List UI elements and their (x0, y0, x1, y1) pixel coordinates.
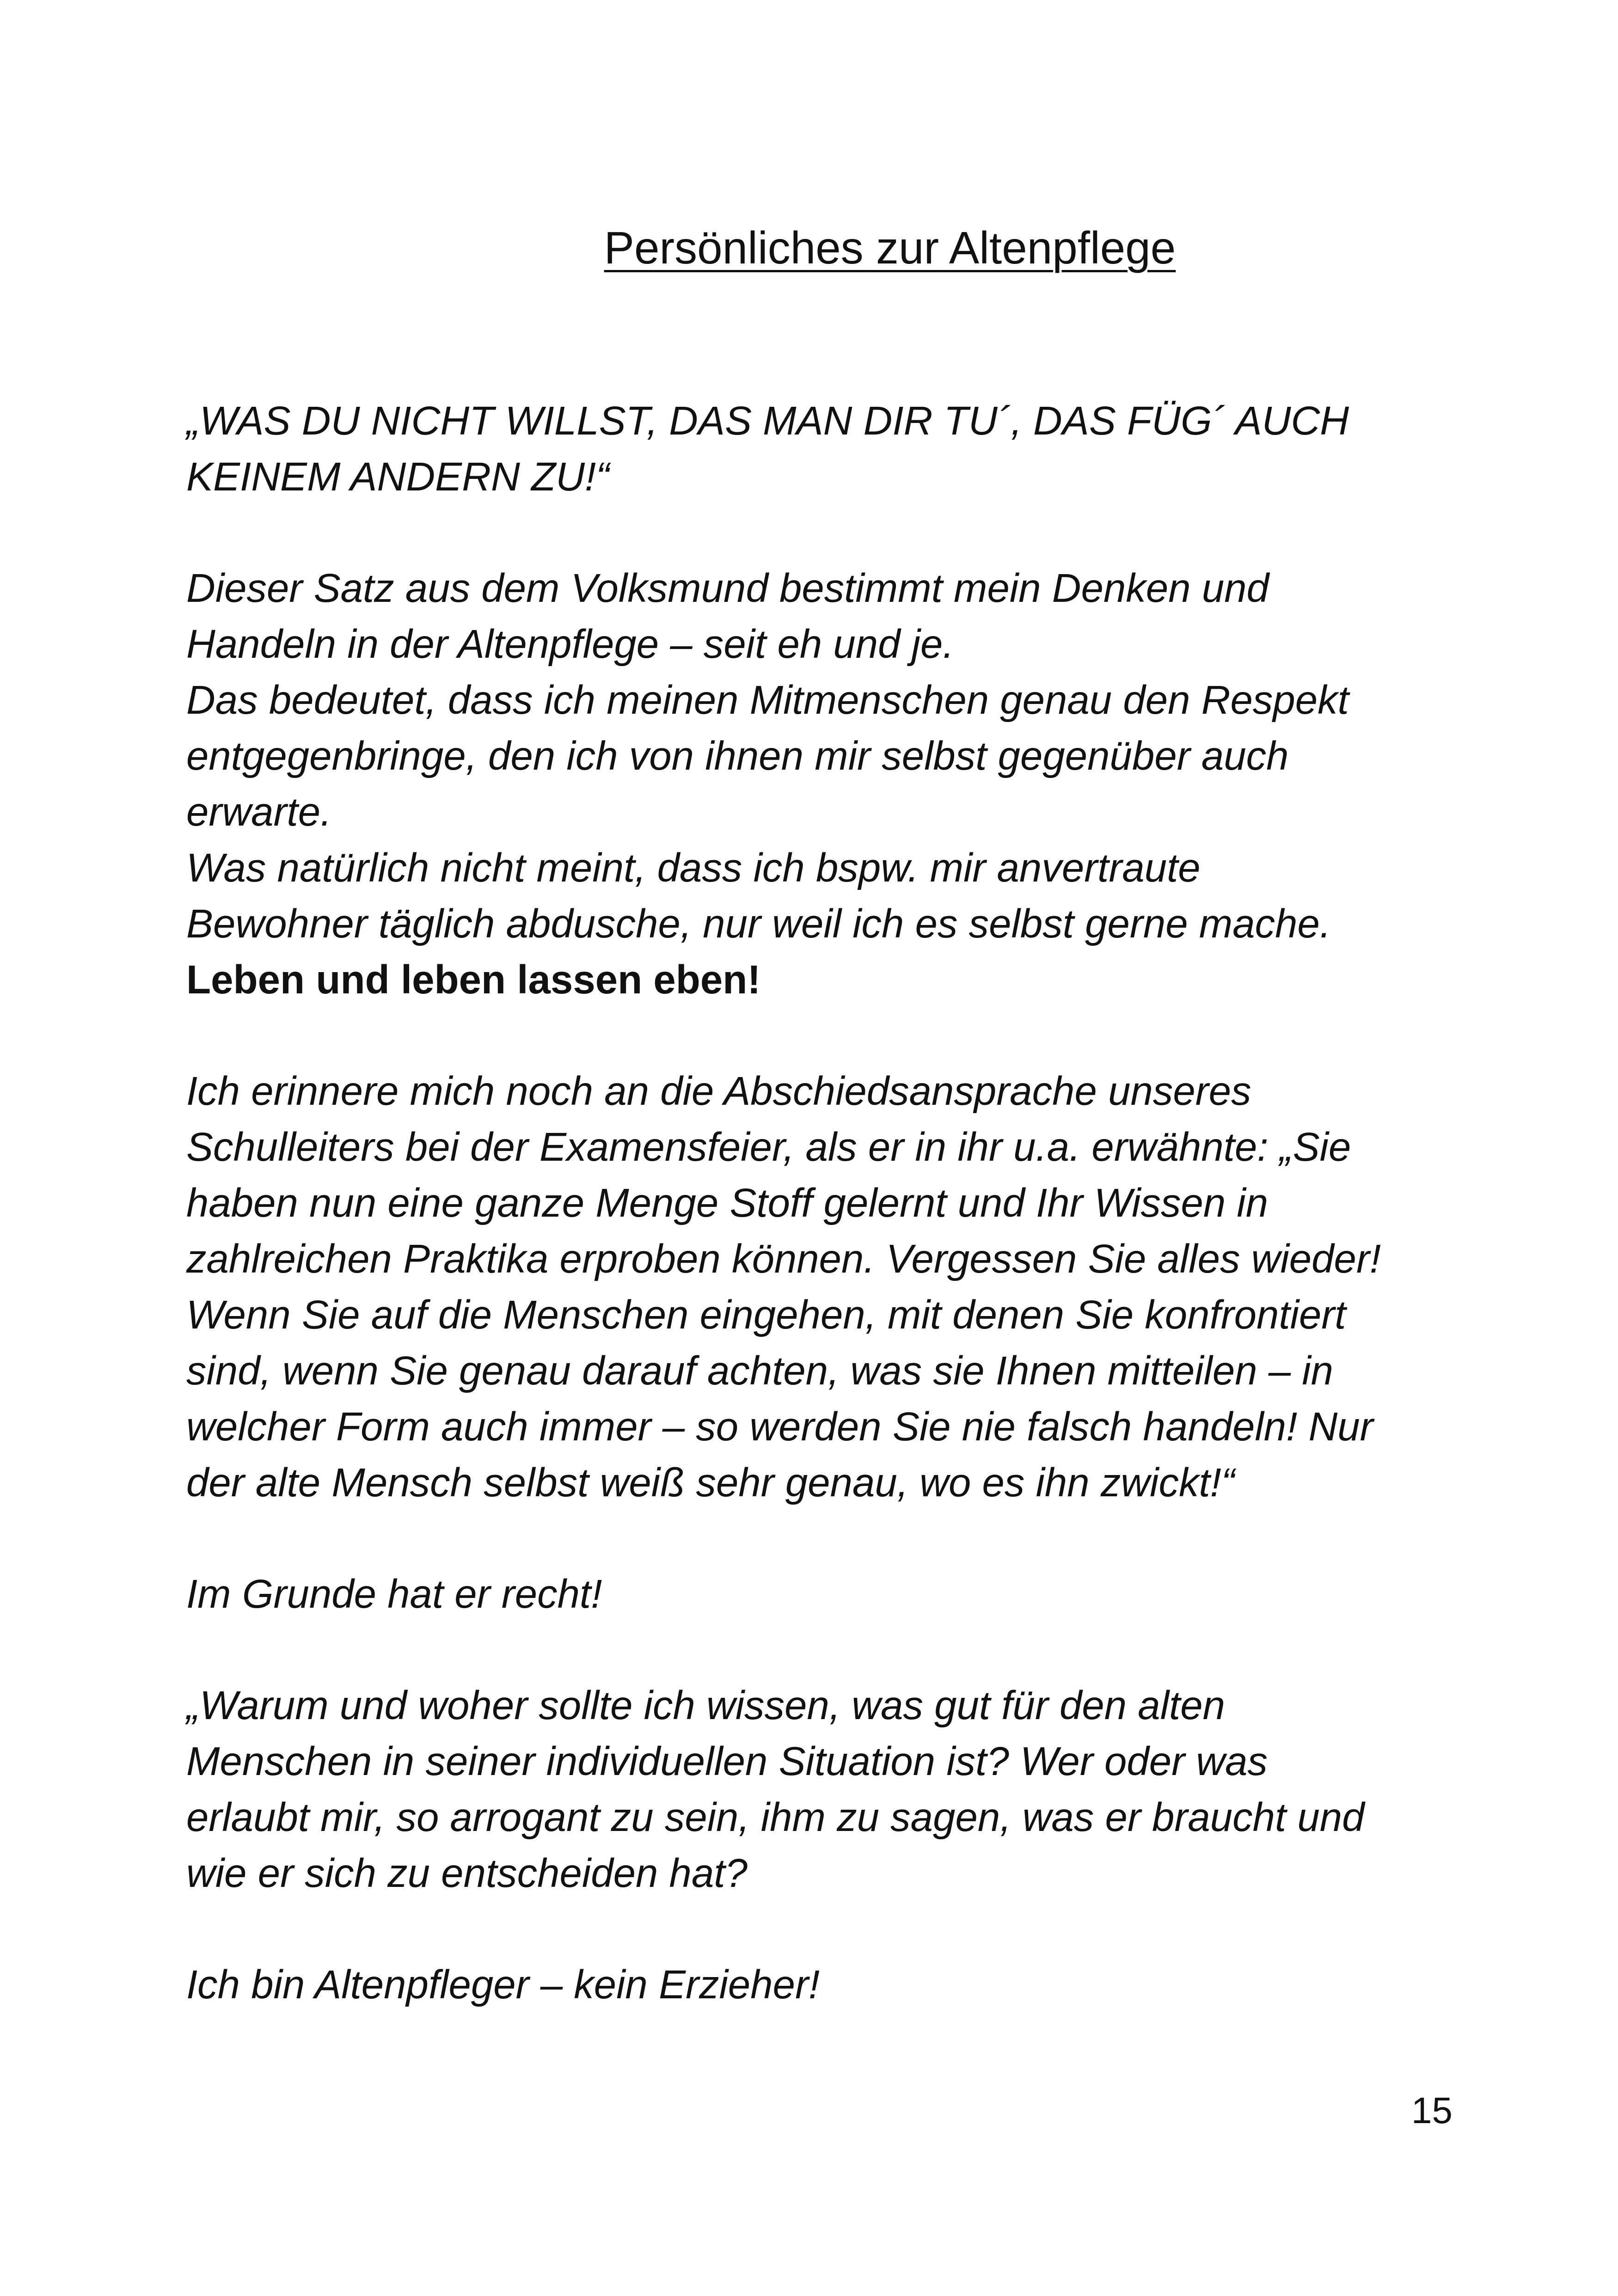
text-line: erwarte. (186, 790, 332, 834)
paragraph-1 (186, 560, 1481, 1008)
page-content (186, 393, 1481, 2068)
text-line: haben nun eine ganze Menge Stoff gelernt und Ihr Wissen in (186, 1181, 1269, 1225)
text-line: welcher Form auch immer – so werden Sie nie falsch handeln! Nur (186, 1404, 1373, 1449)
text-line: Ich erinnere mich noch an die Abschiedsansprache unseres (186, 1069, 1251, 1114)
text-line: Ich bin Altenpfleger – kein Erzieher! (186, 1962, 820, 2007)
text-line: Handeln in der Altenpflege – seit eh und je. (186, 622, 954, 667)
page-title: Persönliches zur Altenpflege (604, 222, 1176, 273)
text-line: Schulleiters bei der Examensfeier, als er in ihr u.a. erwähnte: „Sie (186, 1125, 1351, 1169)
text-line: Bewohner täglich abdusche, nur weil ich es selbst gerne mache. (186, 901, 1331, 946)
text-line: entgegenbringe, den ich von ihnen mir selbst gegenüber auch (186, 734, 1289, 778)
text-line: erlaubt mir, so arrogant zu sein, ihm zu sagen, was er braucht und (186, 1795, 1365, 1840)
text-line: Was natürlich nicht meint, dass ich bspw. mir anvertraute (186, 845, 1201, 890)
text-line: Wenn Sie auf die Menschen eingehen, mit denen Sie konfrontiert (186, 1292, 1346, 1337)
text-line: „Warum und woher sollte ich wissen, was gut für den alten (186, 1683, 1225, 1728)
text-line: zahlreichen Praktika erproben können. Vergessen Sie alles wieder! (186, 1237, 1381, 1281)
quote-line: KEINEM ANDERN ZU!“ (186, 454, 610, 499)
text-line: Menschen in seiner individuellen Situation ist? Wer oder was (186, 1739, 1268, 1784)
text-line: Das bedeutet, dass ich meinen Mitmenschen genau den Respekt (186, 678, 1349, 722)
text-line: Dieser Satz aus dem Volksmund bestimmt mein Denken und (186, 566, 1269, 611)
paragraph-5 (186, 1957, 1481, 2013)
page-number: 15 (1411, 2090, 1453, 2131)
text-line: der alte Mensch selbst weiß sehr genau, wo es ihn zwickt!“ (186, 1460, 1235, 1505)
quote-line: „WAS DU NICHT WILLST, DAS MAN DIR TU´, DAS FÜG´ AUCH (186, 398, 1349, 443)
paragraph-2 (186, 1063, 1481, 1511)
text-line: sind, wenn Sie genau darauf achten, was sie Ihnen mitteilen – in (186, 1348, 1334, 1393)
text-line: wie er sich zu entscheiden hat? (186, 1851, 748, 1896)
paragraph-3 (186, 1566, 1481, 1622)
paragraph-4 (186, 1678, 1481, 1901)
quote-paragraph (186, 393, 1481, 505)
text-line: Im Grunde hat er recht! (186, 1572, 602, 1616)
bold-statement: Leben und leben lassen eben! (186, 957, 761, 1002)
